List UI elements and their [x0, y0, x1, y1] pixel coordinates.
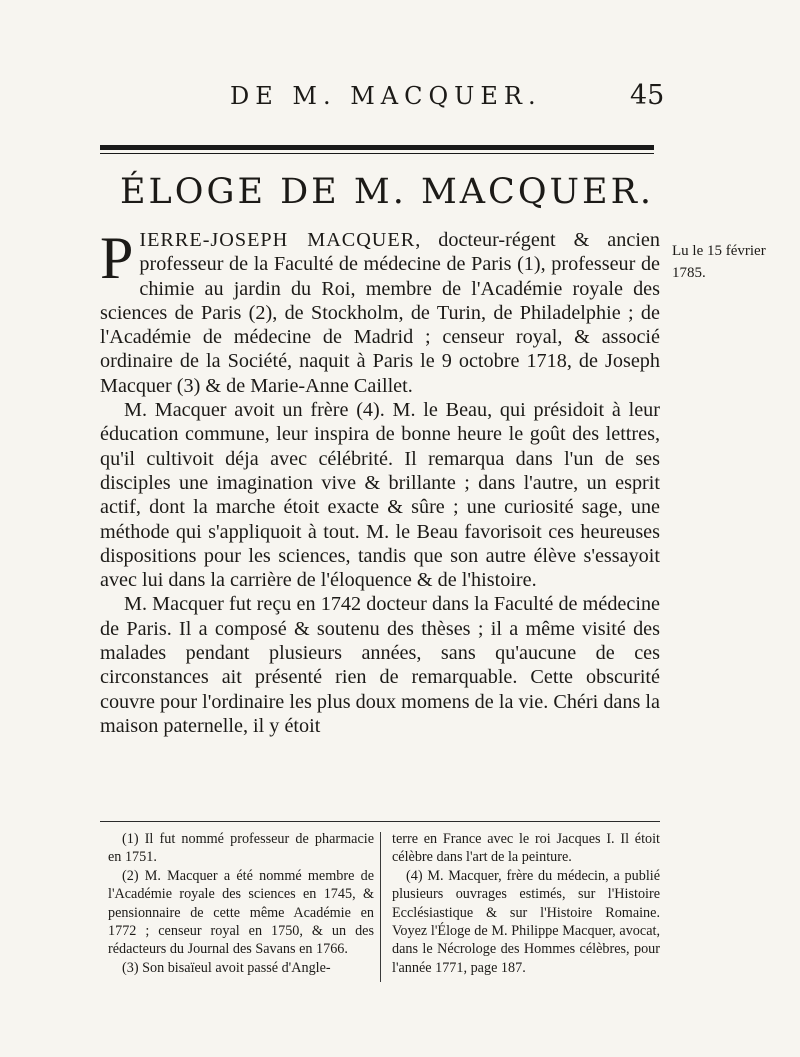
footnote-rule: [100, 821, 660, 822]
paragraph-2: M. Macquer avoit un frère (4). M. le Beau, qui présidoit à leur éducation commune, leur inspira de bonne heure le goût des lettres, qu'il cultivoit déja avec célébrité. Il remarqua dans l'un de ses disciples une imagination vive & brillante ; dans l'autre, un esprit actif, dont la marche étoit exacte & sûre ; une curiosité sage, une méthode qui s'appliquoit à tout. M. le Beau favorisoit ces heureuses dispositions pour les sciences, tandis que son autre élève s'essayoit avec lui dans la carrière de l'éloquence & de l'histoire.: [100, 399, 660, 592]
footnote-3-continued: terre en France avec le roi Jacques I. Il étoit célèbre dans l'art de la peinture.: [392, 831, 660, 866]
footnote-4: (4) M. Macquer, frère du médecin, a publié plusieurs ouvrages estimés, sur l'Histoire Ecclésiastique & sur l'Histoire Romaine. Voyez l'Éloge de M. Philippe Macquer, avocat, dans le Nécrologe des Hommes célèbres, pour l'année 1771, page 187.: [392, 867, 660, 976]
running-head: DE M. MACQUER.: [230, 82, 542, 110]
header-rule-thick: [100, 145, 654, 150]
body-text: [100, 225, 660, 738]
paragraph-1-text: , docteur-régent & ancien professeur de la Faculté de médecine de Paris (1), professeur de chimie au jardin du Roi, membre de l'Académie royale des sciences de Paris (2), de Stockholm, de Turin, de Philadelphie ; de l'Académie de médecine de Madrid ; censeur royal, & associé ordinaire de la Société, naquit à Paris le 9 octobre 1718, de Joseph Macquer (3) & de Marie-Anne Caillet.: [100, 229, 660, 397]
paragraph-3: M. Macquer fut reçu en 1742 docteur dans la Faculté de médecine de Paris. Il a composé & soutenu des thèses ; il a même visité des malades pendant plusieurs années, sans qu'aucune de ces circonstances ait présenté rien de remarquable. Cette obscurité couvre pour l'ordinaire les plus doux momens de la vie. Chéri dans la maison paternelle, il y étoit: [100, 593, 660, 737]
footnotes-right-column: [392, 830, 660, 977]
header-rule-thin: [100, 153, 654, 154]
margin-note-date: Lu le 15 février: [672, 243, 766, 259]
footnote-2: (2) M. Macquer a été nommé membre de l'Académie royale des sciences en 1745, & pensionnaire de cette même Académie en 1772 ; censeur royal en 1750, & un des rédacteurs du Journal des Savans en 1766.: [108, 867, 374, 958]
footnote-3: (3) Son bisaïeul avoit passé d'Angle-: [122, 959, 331, 976]
footnote-column-divider: [380, 832, 381, 982]
paragraph-1: [100, 225, 660, 398]
drop-cap: P: [100, 225, 134, 291]
footnotes-left-column: [108, 830, 374, 977]
page-number: 45: [630, 80, 665, 111]
margin-note: [672, 240, 792, 284]
footnote-1: (1) Il fut nommé professeur de pharmacie en 1751.: [108, 831, 374, 866]
chapter-title: ÉLOGE DE M. MACQUER.: [120, 172, 655, 212]
margin-note-year: 1785.: [672, 265, 706, 281]
subject-name: IERRE-JOSEPH MACQUER: [139, 229, 416, 251]
